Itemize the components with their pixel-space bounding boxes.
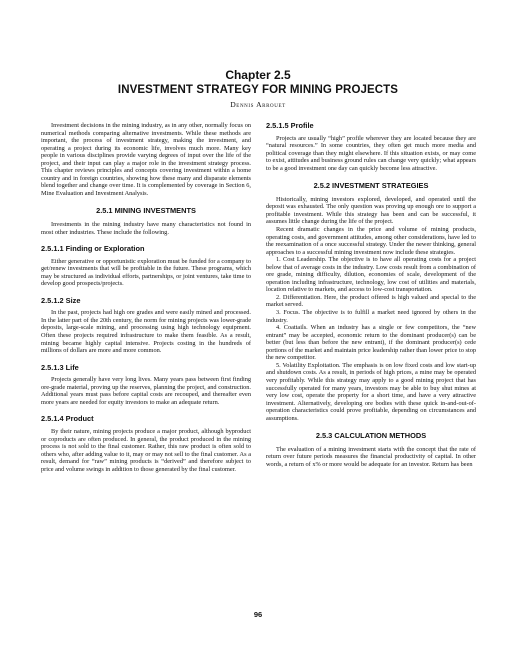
strategy-item-focus: 3. Focus. The objective is to fulfill a market need ignored by others in the industry.	[266, 309, 476, 324]
subsection-heading-2-5-1-5: 2.5.1.5 Profile	[266, 121, 314, 130]
body-paragraph: Historically, mining investors explored, developed, and operated until the deposit was exhausted. The only question was proving up enough ore to support a profitable investment. While this strategy has been and can be successful, it assumes little change during the life of the project.	[266, 195, 476, 226]
subsection-heading-2-5-1-2: 2.5.1.2 Size	[41, 295, 81, 305]
section-heading-2-5-1: 2.5.1 MINING INVESTMENTS	[96, 206, 196, 216]
body-paragraph: Either generative or opportunistic exploration must be funded for a company to get/renew investments that will be profitable in the future. These programs, which may be structured as individual efforts, partnerships, or joint ventures, take time to develop good prospects/projects.	[41, 257, 251, 288]
section-heading-2-5-2: 2.5.2 INVESTMENT STRATEGIES	[313, 181, 429, 191]
left-column	[41, 122, 251, 473]
subsection-heading-2-5-1-1: 2.5.1.1 Finding or Exploration	[41, 244, 145, 254]
section-heading-2-5-3: 2.5.3 CALCULATION METHODS	[315, 431, 427, 441]
right-column	[266, 122, 476, 468]
page-number: 96	[253, 610, 263, 619]
chapter-number: Chapter 2.5	[225, 68, 291, 82]
strategy-item-differentiation: 2. Differentiation. Here, the product offered is high valued and special to the market served.	[266, 293, 476, 309]
strategy-item-cost-leadership: 1. Cost Leadership. The objective is to have all operating costs for a project below that of average costs in the industry. Low costs result from a combination of ore grade, mining difficulty, dilution, economies of scale, development of the operation including infrastructure, technology, low cost of utilities and materials, location relative to markets, and access to low-cost transportation.	[266, 256, 476, 294]
body-paragraph: Projects are usually “high” profile wherever they are located because they are “natural resources.” In some countries, they often get much more media and political coverage than they might elsewhere. If this situation exists, or may come to exist, attitudes and business ground rules can change very quickly; what appears to be a good investment one day can quickly become less attractive.	[266, 134, 476, 172]
intro-paragraph: Investment decisions in the mining industry, as in any other, normally focus on numerical methods comparing alternative investments. While these methods are important, the process of investment strategy, making the investment, and operating a project during its economic life, involves much more. Many key people in various disciplines provide varying degrees of input over the life of the project, and their input can play a major role in the investment strategy process. This chapter reviews principles and concepts covering investment within a home country and in foreign countries, showing how these many and disparate elements blend together and change over time. It is complemented by coverage in Section 6, Mine Evaluation and Investment Analysis.	[41, 122, 251, 197]
author-name: Dennis Arrouet	[230, 100, 286, 109]
body-paragraph: The evaluation of a mining investment starts with the concept that the rate of return over future periods measures the financial productivity of capital. In other words, a return of x% or more would be adequate for an investor. Return has been	[266, 445, 476, 468]
subsection-heading-2-5-1-3: 2.5.1.3 Life	[41, 362, 79, 372]
body-paragraph: Investments in the mining industry have many characteristics not found in most other industries. These include the following.	[41, 221, 251, 236]
body-paragraph: In the past, projects had high ore grades and were easily mined and processed. In the latter part of the 20th century, the norm for mining projects was lower-grade deposits, large-scale mining, and processing using high technology equipment. Often these projects required infrastructure to make them feasible. As a result, mining became highly capital intensive. Projects costing in the hundreds of millions of dollars are more and more common.	[41, 309, 251, 355]
strategy-item-volatility-exploitation: 5. Volatility Exploitation. The emphasis is on low fixed costs and low start-up and shutdown costs. As a result, in periods of high prices, a mine may be operated very profitably. While this strategy may apply to a good mining project that has successfully operated for many years, investors may be able to buy shut mines at very low cost, operate the property for a short time, and have a very attractive investment. Alternatively, developing ore bodies with these quick in-and-out-of-operation characteristics could prove profitable, depending on circumstances and assumptions.	[266, 361, 476, 422]
body-paragraph: By their nature, mining projects produce a major product, although byproduct or coproducts are often produced. In general, the product produced in the mining process is not sold to the final customer. Rather, this raw product is often sold to others who, after adding value to it, may or may not sell to the final customer. As a result, demand for “raw” mining products is “derived” and therefore subject to price and volume swings in addition to those generated by the final customer.	[41, 427, 251, 473]
body-paragraph: Recent dramatic changes in the price and volume of mining products, operating costs, and government attitudes, among other considerations, have led to the reexamination of a once successful strategy. Under the newer thinking, general approaches to a successful mining investment now include these strategies.	[266, 226, 476, 256]
chapter-title: INVESTMENT STRATEGY FOR MINING PROJECTS	[117, 84, 399, 96]
subsection-heading-2-5-1-4: 2.5.1.4 Product	[41, 414, 94, 424]
body-paragraph: Projects generally have very long lives. Many years pass between first finding ore-grade material, proving up the reserves, planning the project, and construction. Additional years must pass before capital costs are recouped, and thereafter even more years are needed for equity investors to make an adequate return.	[41, 376, 251, 406]
strategy-item-coattails: 4. Coattails. When an industry has a single or few competitors, the “new entrant” may be accepted, economic return to the dominant producer(s) can be better (but less than before the new entrant), if the dominant producer(s) cede portions of the market and maintain price leadership rather than lower price to stop the new competitor.	[266, 324, 476, 362]
